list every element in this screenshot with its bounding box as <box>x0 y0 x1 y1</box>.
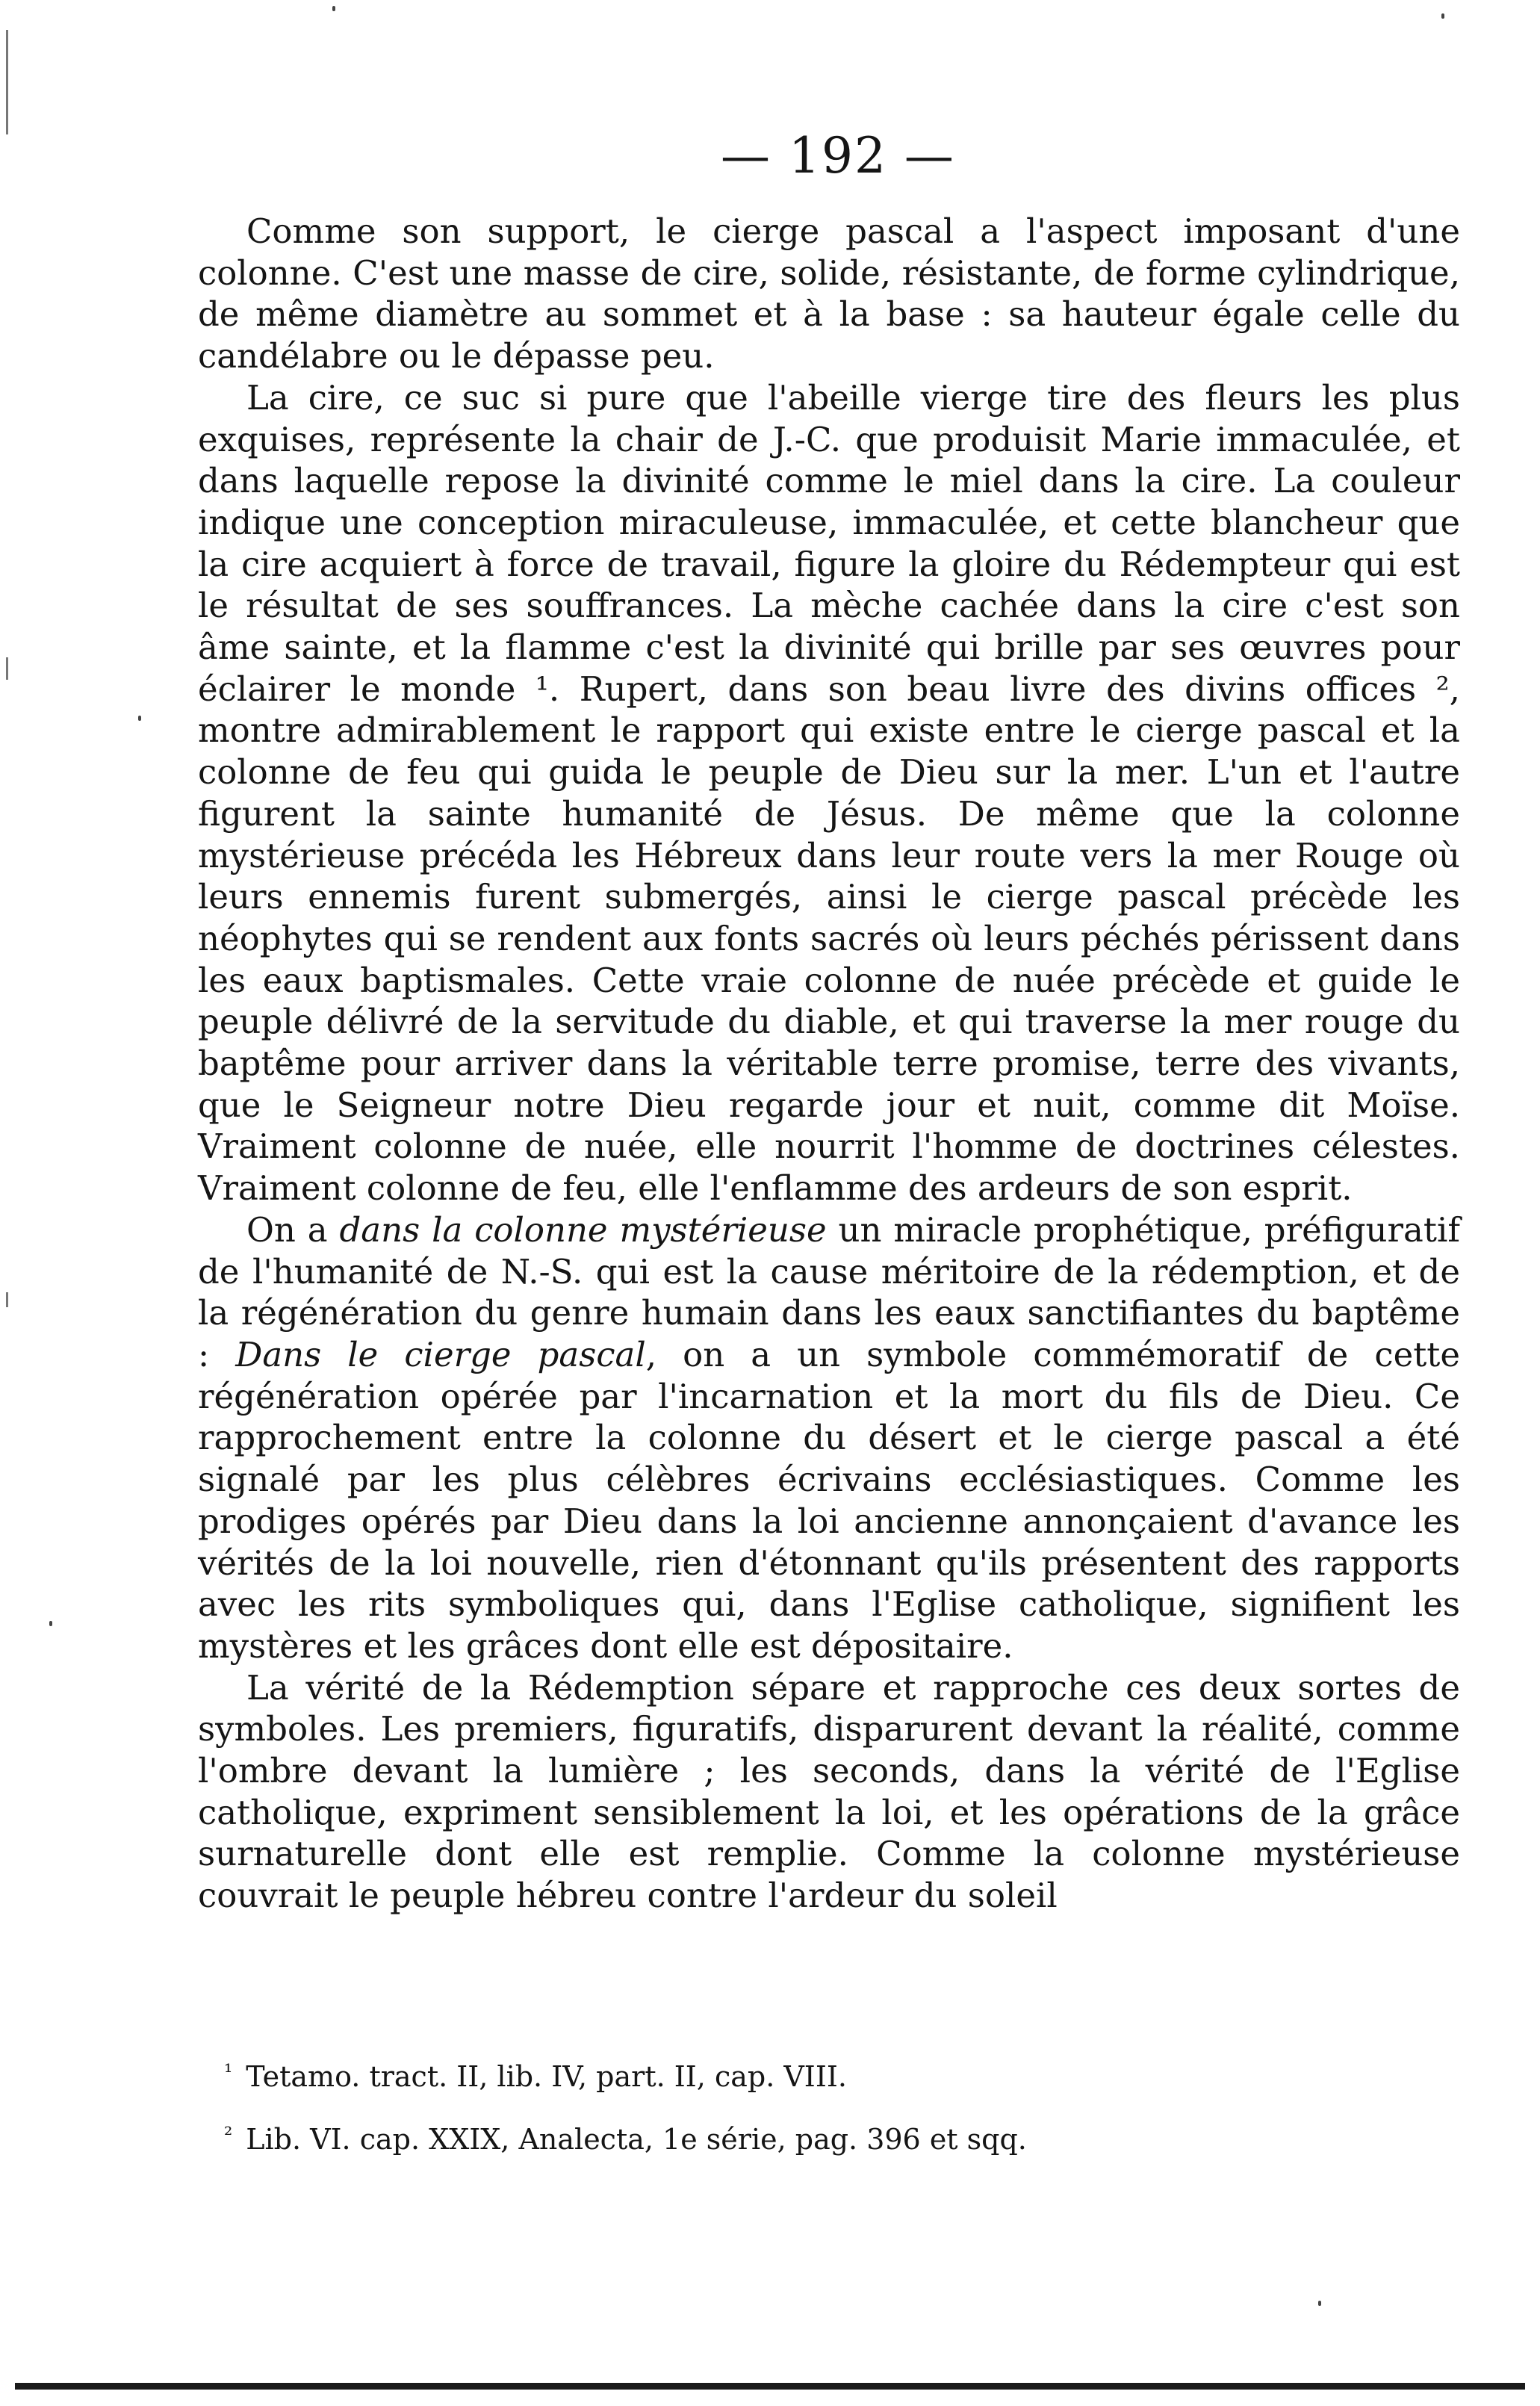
bottom-rule <box>15 2383 1525 2390</box>
footnote-1-marker: ¹ <box>224 2059 233 2084</box>
page-number: — 192 — <box>721 127 955 185</box>
scan-speck <box>1318 2301 1321 2306</box>
scan-speck <box>49 1621 52 1626</box>
scan-speck <box>138 716 141 721</box>
paragraph-1: Comme son support, le cierge pascal a l'aspect imposant d'une colonne. C'est une masse de cire, solide, résistante, de forme cylindrique, de même diamètre au sommet et à la base : sa hauteur égale celle du candélabre ou le dépasse peu. <box>198 211 1460 376</box>
scan-edge-mark <box>6 30 8 134</box>
paragraph-3-italic-b: Dans le cierge pascal <box>235 1334 646 1374</box>
paragraph-4: La vérité de la Rédemption sépare et rapproche ces deux sortes de symboles. Les premiers, figuratifs, disparurent devant la réalité, comme l'ombre devant la lumière ; les seconds, dans la vérité de l'Eglise catholique, expriment sensiblement la loi, et les opérations de la grâce surnaturelle dont elle est remplie. Comme la colonne mystérieuse couvrait le peuple hébreu contre l'ardeur du soleil <box>198 1667 1460 1916</box>
paragraph-3-text-b: un miracle prophétique, préfiguratif de l'humanité de N.-S. qui est la cause méritoire de la rédemption, et de la régénération du genre humain dans les eaux sanctifiantes du baptême : <box>198 1209 1461 1374</box>
paragraph-2: La cire, ce suc si pure que l'abeille vierge tire des fleurs les plus exquises, représente la chair de J.-C. que produisit Marie immaculée, et dans laquelle repose la divinité comme le miel dans la cire. La couleur indique une conception miraculeuse, immaculée, et cette blancheur que la cire acquiert à force de travail, figure la gloire du Rédempteur qui est le résultat de ses souffrances. La mèche cachée dans la cire c'est son âme sainte, et la flamme c'est la divinité qui brille par ses œuvres pour éclairer le monde ¹. Rupert, dans son beau livre des divins offices ², montre admirablement le rapport qui existe entre le cierge pascal et la colonne de feu qui guida le peuple de Dieu sur la mer. L'un et l'autre figurent la sainte humanité de Jésus. De même que la colonne mystérieuse précéda les Hébreux dans leur route vers la mer Rouge où leurs ennemis furent submergés, ainsi le cierge pascal précède les néophytes qui se rendent aux fonts sacrés où leurs péchés périssent dans les eaux baptismales. Cette vraie colonne de nuée précède et guide le peuple délivré de la servitude du diable, et qui traverse la mer rouge du baptême pour arriver dans la véritable terre promise, terre des vivants, que le Seigneur notre Dieu regarde jour et nuit, comme dit Moïse. Vraiment colonne de nuée, elle nourrit l'homme de doctrines célestes. Vraiment colonne de feu, elle l'enflamme des ardeurs de son esprit. <box>198 377 1460 1209</box>
scan-edge-mark <box>6 1292 8 1307</box>
footnote-2-marker: ² <box>224 2122 233 2147</box>
paragraph-3 <box>198 1209 1460 1667</box>
footnotes <box>224 2050 1419 2176</box>
scan-edge-mark <box>6 657 8 680</box>
body-text <box>198 211 1460 1917</box>
paragraph-3-italic-a: dans la colonne mystérieuse <box>339 1209 827 1250</box>
footnote-1-text: Tetamo. tract. II, lib. IV, part. II, cap. VIII. <box>246 2060 847 2093</box>
paragraph-3-text-c: , on a un symbole commémoratif de cette régénération opérée par l'incarnation et la mort du fils de Dieu. Ce rapprochement entre la colonne du désert et le cierge pascal a été signalé par les plus célèbres écrivains ecclésiastiques. Comme les prodiges opérés par Dieu dans la loi ancienne annonçaient d'avance les vérités de la loi nouvelle, rien d'étonnant qu'ils présentent des rapports avec les rits symboliques qui, dans l'Eglise catholique, signifient les mystères et les grâces dont elle est dépositaire. <box>198 1334 1461 1666</box>
scan-speck <box>332 6 335 11</box>
paragraph-3-text-a: On a <box>246 1209 340 1250</box>
footnote-1 <box>224 2050 1419 2098</box>
scan-speck <box>1441 13 1444 19</box>
footnote-2-text: Lib. VI. cap. XXIX, Analecta, 1e série, pag. 396 et sqq. <box>246 2123 1027 2156</box>
footnote-2 <box>224 2113 1419 2161</box>
